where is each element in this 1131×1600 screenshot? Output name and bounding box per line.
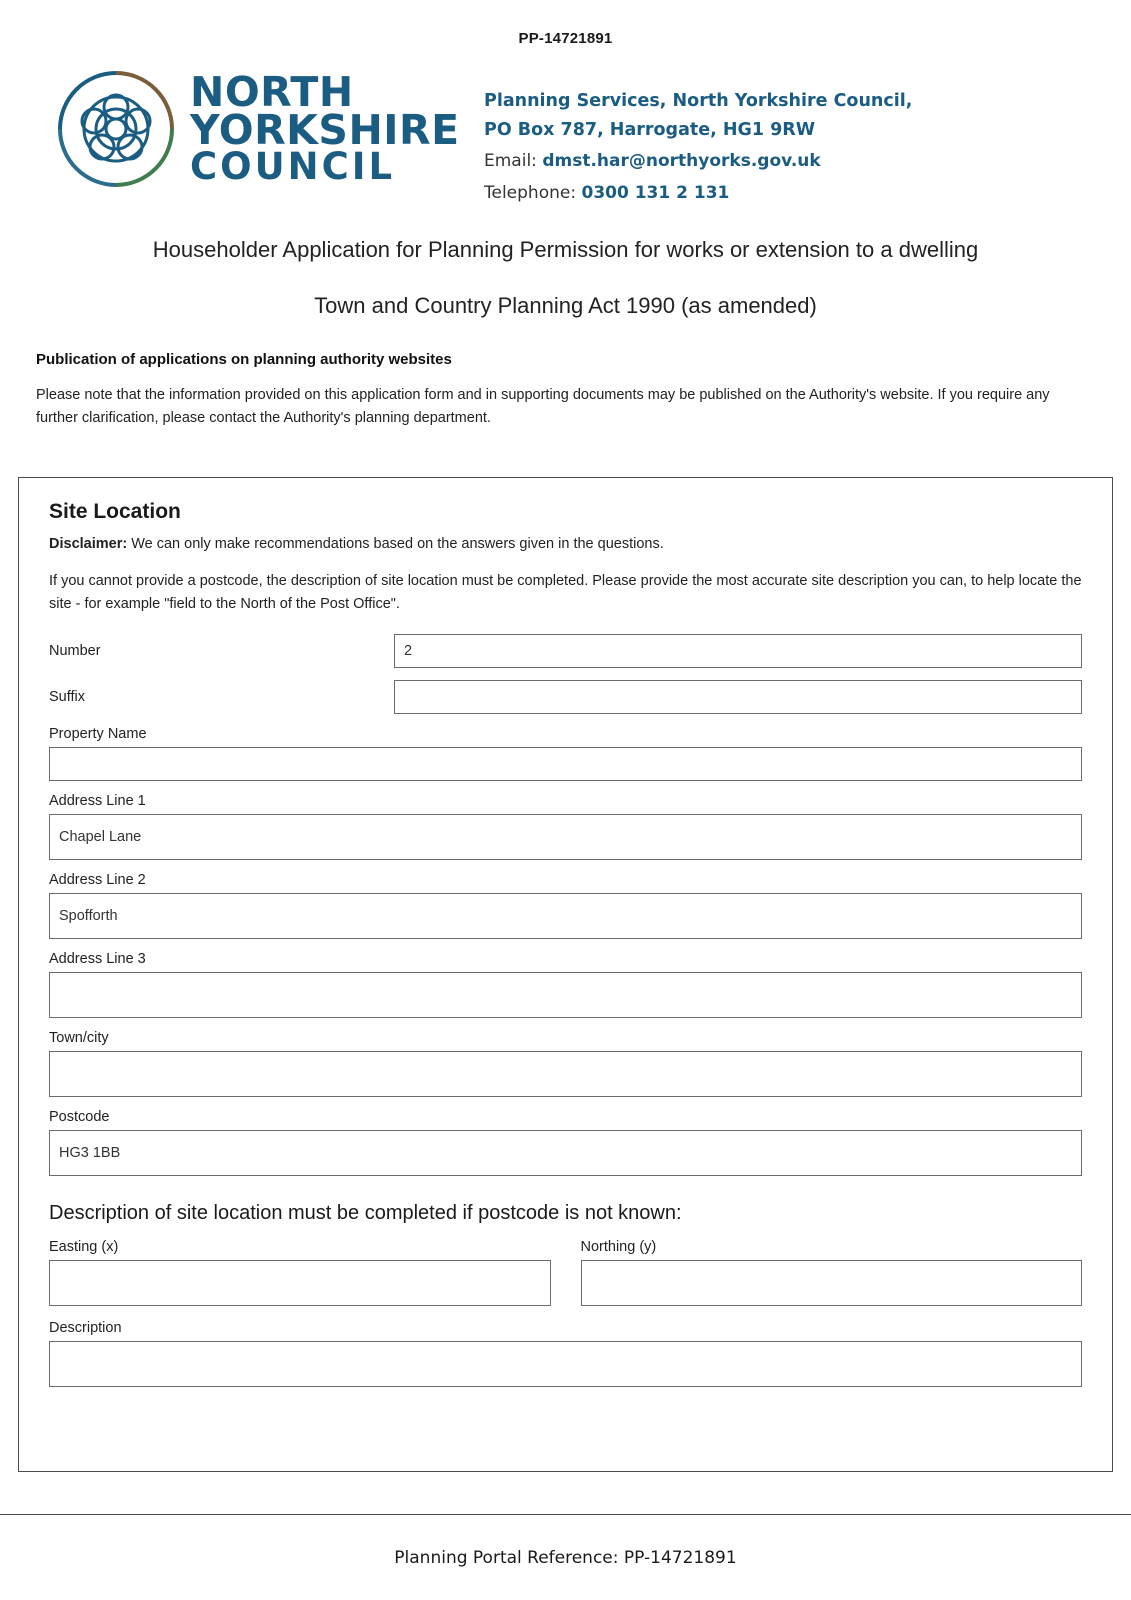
contact-address-line-2: PO Box 787, Harrogate, HG1 9RW <box>484 119 816 140</box>
number-input[interactable]: 2 <box>394 634 1082 668</box>
easting-input[interactable] <box>49 1260 551 1306</box>
easting-label: Easting (x) <box>49 1239 119 1256</box>
field-row-address-line-2 <box>49 872 1082 939</box>
section-title: Site Location <box>49 500 181 523</box>
logo-line-2: YORKSHIRE <box>190 105 460 154</box>
contact-email-row <box>484 145 912 177</box>
page-title: Householder Application for Planning Permission for works or extension to a dwelling <box>152 237 979 263</box>
field-row-easting <box>49 1239 551 1306</box>
disclaimer <box>49 536 1082 552</box>
description-label: Description <box>49 1320 122 1337</box>
logo-line-1: NORTH <box>190 68 354 117</box>
postcode-input[interactable]: HG3 1BB <box>49 1130 1082 1176</box>
suffix-label: Suffix <box>49 689 86 706</box>
field-row-suffix <box>49 680 1082 714</box>
yorkshire-rose-icon <box>52 65 180 193</box>
act-title: Town and Country Planning Act 1990 (as amended) <box>314 293 817 319</box>
footer-reference: Planning Portal Reference: PP-14721891 <box>394 1547 737 1568</box>
field-row-postcode <box>49 1109 1082 1176</box>
telephone-value: 0300 131 2 131 <box>581 183 730 204</box>
town-city-input[interactable] <box>49 1051 1082 1097</box>
field-row-number <box>49 634 1082 668</box>
northing-label: Northing (y) <box>580 1239 657 1256</box>
telephone-label: Telephone: <box>484 183 577 204</box>
northing-input[interactable] <box>581 1260 1083 1306</box>
site-location-help-text: If you cannot provide a postcode, the description of site location must be completed. Please provide the most accurate site description you can, to help locate the site - for example "field to the North of the Post Office". <box>49 573 1082 613</box>
postcode-label: Postcode <box>49 1109 110 1126</box>
pp-reference-header: PP-14721891 <box>518 30 613 47</box>
council-logo-text <box>190 68 460 188</box>
address-line-2-input[interactable]: Spofforth <box>49 893 1082 939</box>
document-header <box>0 65 1131 209</box>
field-row-northing <box>581 1239 1083 1306</box>
number-label: Number <box>49 643 101 660</box>
field-row-property-name <box>49 726 1082 781</box>
publication-notice <box>0 351 1131 429</box>
logo-line-3: COUNCIL <box>190 144 396 188</box>
town-city-label: Town/city <box>49 1030 109 1047</box>
field-row-address-line-3 <box>49 951 1082 1018</box>
site-location-section <box>18 477 1113 1472</box>
email-label: Email: <box>484 150 537 171</box>
property-name-input[interactable] <box>49 747 1082 781</box>
address-line-1-input[interactable]: Chapel Lane <box>49 814 1082 860</box>
council-logo <box>52 65 472 193</box>
description-heading: Description of site location must be completed if postcode is not known: <box>49 1202 682 1225</box>
field-row-address-line-1 <box>49 793 1082 860</box>
publication-notice-body: Please note that the information provided on this application form and in supporting documents may be published on the Authority's website. If you require any further clarification, please contact the Authority's planning department. <box>36 387 1050 426</box>
property-name-label: Property Name <box>49 726 147 743</box>
email-value[interactable]: dmst.har@northyorks.gov.uk <box>542 150 821 171</box>
publication-notice-heading: Publication of applications on planning authority websites <box>36 351 452 369</box>
contact-details <box>484 65 912 209</box>
suffix-input[interactable] <box>394 680 1082 714</box>
page-footer <box>0 1514 1131 1600</box>
disclaimer-text: We can only make recommendations based on the answers given in the questions. <box>127 536 664 552</box>
description-input[interactable] <box>49 1341 1082 1387</box>
address-line-3-label: Address Line 3 <box>49 951 146 968</box>
disclaimer-label: Disclaimer: <box>49 536 128 552</box>
address-line-2-label: Address Line 2 <box>49 872 146 889</box>
field-row-description <box>49 1320 1082 1387</box>
contact-address-line-1: Planning Services, North Yorkshire Council, <box>484 91 913 111</box>
field-row-town-city <box>49 1030 1082 1097</box>
address-line-1-label: Address Line 1 <box>49 793 146 810</box>
coordinates-row <box>49 1239 1082 1306</box>
contact-telephone-row <box>484 177 912 209</box>
address-line-3-input[interactable] <box>49 972 1082 1018</box>
